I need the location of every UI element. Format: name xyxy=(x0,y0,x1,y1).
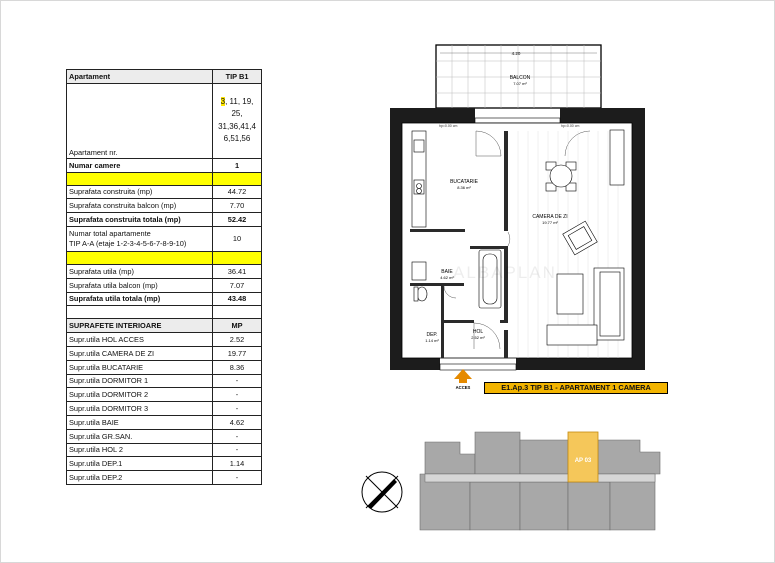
rooms-value: 1 xyxy=(213,158,262,172)
compass-icon xyxy=(362,472,402,512)
table-row: Supr.utila DEP.1 1.14 xyxy=(67,457,262,471)
highlighted-unit xyxy=(568,432,598,482)
apartment-nr-line-4: 6,51,56 xyxy=(223,134,251,144)
watermark: ALBAPLAN xyxy=(453,263,557,282)
total-apartments-value: 10 xyxy=(213,226,262,251)
apartment-nr-row xyxy=(67,83,262,158)
living-area: 19.77 m² xyxy=(542,220,558,225)
table-row: Supr.utila HOL ACCES 2.52 xyxy=(67,333,262,347)
table-row: Supr.utila DEP.2 - xyxy=(67,471,262,485)
total-apartments-row xyxy=(67,226,262,251)
table-row: Suprafata construita balcon (mp) 7.70 xyxy=(67,199,262,213)
interior-header-row: SUPRAFETE INTERIOARE MP xyxy=(67,319,262,333)
table-row: Supr.utila BAIE 4.62 xyxy=(67,415,262,429)
svg-text:hp=0.00 cm: hp=0.00 cm xyxy=(439,124,458,128)
yellow-separator-row xyxy=(67,172,262,185)
kitchen-area: 8.36 m² xyxy=(457,185,471,190)
table-row: Supr.utila HOL 2 - xyxy=(67,443,262,457)
apartment-nr-line-1: , 11, 19, xyxy=(225,96,254,106)
key-plan xyxy=(355,428,665,536)
apartment-nr-label: Apartament nr. xyxy=(67,83,213,158)
blank-row xyxy=(67,306,262,319)
hall-name: HOL xyxy=(472,329,484,335)
dining-table xyxy=(546,162,576,191)
table-row: Suprafata construita (mp) 44.72 xyxy=(67,185,262,199)
table-row: Supr.utila DORMITOR 3 - xyxy=(67,402,262,416)
rooms-row xyxy=(67,158,262,172)
total-apartments-label: Numar total apartamente TIP A-A (etaje 1-2-3-4-5-6-7-8-9-10) xyxy=(67,226,213,251)
table-row: Suprafata utila totala (mp) 43.48 xyxy=(67,292,262,306)
apartment-spec-table xyxy=(66,69,262,485)
rooms-label: Numar camere xyxy=(67,158,213,172)
balcony-area: 7.07 m² xyxy=(513,81,527,86)
hall-area: 2.52 m² xyxy=(471,335,485,340)
table-row: Suprafata utila (mp) 36.41 xyxy=(67,264,262,278)
table-row: Supr.utila DORMITOR 2 - xyxy=(67,388,262,402)
table-row: Supr.utila CAMERA DE ZI 19.77 xyxy=(67,346,262,360)
living-name: CAMERA DE ZI xyxy=(532,214,568,220)
table-row: Supr.utila BUCATARIE 8.36 xyxy=(67,360,262,374)
table-row: Supr.utila DORMITOR 1 - xyxy=(67,374,262,388)
storage-area: 1.14 m² xyxy=(425,338,439,343)
table-row: Supr.utila GR.SAN. - xyxy=(67,429,262,443)
table-row: Suprafata construita totala (mp) 52.42 xyxy=(67,213,262,227)
plan-title: E1.Ap.3 TIP B1 - APARTAMENT 1 CAMERA xyxy=(484,382,668,394)
bath-name: BAIE xyxy=(441,269,453,275)
header-label: Apartament xyxy=(67,70,213,84)
bath-area: 4.62 m² xyxy=(440,275,454,280)
access-arrow-icon xyxy=(454,369,472,383)
apartment-nr-highlight: 3 xyxy=(220,96,226,106)
balcony-name: BALCON xyxy=(509,75,531,81)
header-value: TIP B1 xyxy=(213,70,262,84)
storage-name: DEP. xyxy=(426,332,438,338)
yellow-separator-row xyxy=(67,251,262,264)
apartment-nr-line-2: 25, xyxy=(231,109,243,119)
kitchen-name: BUCATARIE xyxy=(450,179,478,185)
access-label: ACCES xyxy=(455,385,471,390)
balcony-dimension: 4.20 xyxy=(511,51,521,56)
apartment-nr-values xyxy=(213,83,262,158)
table-header-row xyxy=(67,70,262,84)
kitchen-counter xyxy=(412,131,426,227)
spec-table-body xyxy=(67,70,262,485)
key-unit-label: AP 03 xyxy=(574,458,592,464)
svg-text:hp=0.00 cm: hp=0.00 cm xyxy=(561,124,580,128)
table-row: Suprafata utila balcon (mp) 7.07 xyxy=(67,278,262,292)
apartment-nr-line-3: 31,36,41,4 xyxy=(218,121,256,131)
